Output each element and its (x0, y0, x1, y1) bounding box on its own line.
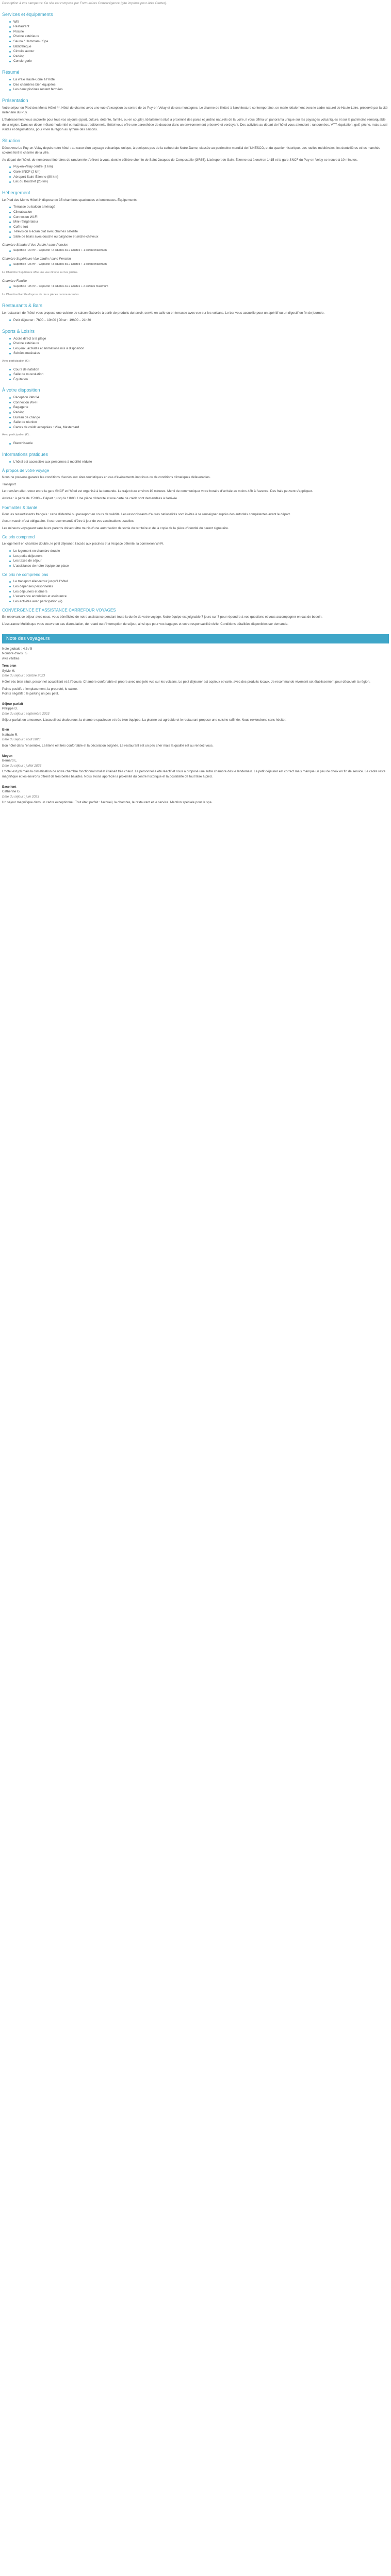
voyage-body (2, 475, 389, 501)
review-item (2, 727, 389, 748)
review-body: L'hôtel est joli mais la climatisation de notre chambre fonctionnait mal et il faisait très chaud. Le personnel a été réactif et nous a proposé une autre chambre dès le lendemain. Le petit déjeuner est correct mais manque un peu de choix en fin de service. Le cadre reste magnifique et les environs offrent de très belles balades. Nous avons apprécié la proximité du centre historique et la possibilité de tout faire à pied. (2, 770, 386, 778)
list-item: Parking (9, 54, 389, 59)
list-item: Les jeux, activités et animations mis à disposition (9, 346, 389, 351)
room-title: Chambre Supérieure Vue Jardin / sans Pension (2, 257, 71, 261)
room-note: La Chambre Famille dispose de deux pièces communicantes. (2, 293, 80, 296)
review-body: Un séjour magnifique dans un cadre exceptionnel. Tout était parfait : l'accueil, la chambre, le restaurant et le service. Mention spéciale pour le spa. (2, 801, 213, 805)
review-author[interactable]: Sylvie M. (2, 669, 15, 673)
avoir-paid-list (9, 441, 389, 446)
hotel-description-page (0, 1, 391, 814)
review-body: Séjour parfait en amoureux. L'accueil est chaleureux, la chambre spacieuse et très bien équipée. La piscine est agréable et le restaurant propose une cuisine raffinée. Nous reviendrons sans hésiter. (2, 718, 286, 722)
review-author[interactable]: Nathalie R. (2, 733, 19, 737)
list-item: Parking (9, 410, 389, 415)
paragraph: L'établissement vous accueille pour tous vos séjours (sport, culture, détente, famille, ou en couple). Idéalement situé à proximité des parcs et jardins naturels de la Loire, il vous offrira un panorama unique sur les paysages volcaniques et sur le patrimoine remarquable de la région. Dans un décor mêlant modernité et matériaux traditionnels, l'hôtel vous offre une parenthèse de douceur dans un environnement préservé et verdoyant. Des activités au départ de l'hôtel vous attendent : randonnées, VTT, équitation, golf, pêche, mais aussi visites et dégustations, pour vivre la région au rythme des saisons. (2, 117, 387, 132)
restaurants-heading: Restaurants & Bars (2, 303, 43, 309)
sports-heading: Sports & Loisirs (2, 328, 35, 334)
list-item: Bagagerie (9, 405, 389, 410)
reviews-summary (2, 647, 389, 662)
equipements-list (9, 205, 389, 239)
list-item: Les deux piscines restent fermées (9, 87, 389, 92)
list-item: Lac du Bouchet (25 km) (9, 179, 389, 184)
rooms-list (2, 243, 389, 298)
distances-list (9, 164, 389, 184)
review-date: Date du séjour : août 2023 (2, 738, 41, 742)
prix-non-list (9, 579, 389, 604)
list-item: Piscine (9, 29, 389, 35)
room-details: Superficie : 20 m² – Capacité : 2 adultes ou 2 adultes + 1 enfant maximum (9, 248, 389, 253)
situation-body (2, 146, 389, 163)
formalites-heading: Formalités & Santé (2, 505, 38, 510)
paragraph: Au départ de l'hôtel, de nombreux itinéraires de randonnée s'offrent à vous, dont le célèbre chemin de Saint-Jacques-de-Compostelle (GR65). L'aéroport de Saint-Étienne est à environ 1h15 et la gare SNCF du Puy-en-Velay se trouve à 10 minutes. (2, 158, 358, 162)
sports-note: Avec participation (€) : (2, 359, 30, 363)
list-item: Blanchisserie (9, 441, 389, 446)
review-cons: Points négatifs : le parking un peu petit. (2, 692, 59, 696)
list-item: Salle de musculation (9, 372, 389, 377)
list-item: L'hôtel est accessible aux personnes à mobilité réduite (9, 460, 389, 465)
review-item (2, 754, 389, 779)
avoir-heading: À votre disposition (2, 387, 40, 393)
prix-list (9, 549, 389, 568)
paragraph: Transport (2, 482, 16, 486)
reviews-header: Note des voyageurs (2, 634, 389, 643)
list-item: Salle de réunion (9, 420, 389, 425)
list-item: L'assistance de notre équipe sur place (9, 564, 389, 569)
prix-intro: Le logement en chambre double, le petit déjeuner, l'accès aux piscines et à l'espace détente, la connexion Wi-Fi. (2, 542, 164, 546)
info-list (9, 460, 389, 465)
list-item: Les petits déjeuners (9, 554, 389, 559)
list-item: Aéroport Saint-Étienne (80 km) (9, 175, 389, 180)
review-pros: Points positifs : l'emplacement, la propreté, le calme. (2, 687, 78, 691)
list-item: Climatisation (9, 210, 389, 215)
paragraph: Découvrez Le Puy-en-Velay depuis notre hôtel : au cœur d'un paysage volcanique unique, à quelques pas de la cathédrale Notre-Dame, classée au patrimoine mondial de l'UNESCO, et du quartier historique. Les ruelles médiévales, les dentellières et les marchés colorés font le charme de la ville. (2, 146, 380, 155)
list-item: Piscine extérieure (9, 341, 389, 346)
list-item: Salle de bains avec douche ou baignoire et sèche-cheveux (9, 234, 389, 240)
presentation-heading: Présentation (2, 97, 28, 103)
restaurants-hours-list (9, 318, 389, 323)
review-body: Hôtel très bien situé, personnel accueillant et à l'écoute. Chambre confortable et propre avec une jolie vue sur les volcans. Le petit déjeuner est copieux et varié, avec des produits locaux. Je recommande vivement cet établissement pour découvrir la région. (2, 680, 370, 684)
review-global-score: Note globale : 4.5 / 5 (2, 647, 32, 651)
list-item: Connexion Wi-Fi (9, 400, 389, 405)
list-item: Gare SNCF (2 km) (9, 170, 389, 175)
review-count: Nombre d'avis : 5 (2, 652, 27, 656)
hebergement-heading: Hébergement (2, 190, 30, 195)
prix-non-heading: Ce prix ne comprend pas (2, 572, 48, 578)
review-verified: Avis vérifiés (2, 656, 20, 660)
room-details-list (9, 284, 389, 290)
list-item: Restaurant (9, 24, 389, 29)
paragraph: L'assurance Multirisque vous couvre en cas d'annulation, de retard ou d'interruption de séjour, ainsi que pour vos bagages et votre responsabilité civile. Conditions détaillées disponibles sur demande. (2, 622, 288, 626)
room-note: La Chambre Supérieure offre une vue directe sur les jardins. (2, 270, 78, 274)
sports-list (9, 336, 389, 356)
list-item: Sauna / Hammam / Spa (9, 39, 389, 44)
prix-heading: Ce prix comprend (2, 535, 35, 540)
review-title: Très bien (2, 664, 17, 668)
review-author[interactable]: Catherine G. (2, 790, 21, 794)
list-item: Terrasse ou balcon aménagé (9, 205, 389, 210)
list-item: Bureau de change (9, 415, 389, 420)
intro-text: Description à vos campeurs: Ce site est composé par Formulaires Conversigence (gîte imprimé pour Arès Center). (2, 2, 167, 5)
review-title: Bien (2, 728, 9, 732)
review-item (2, 702, 389, 722)
review-date: Date du séjour : octobre 2023 (2, 674, 45, 678)
review-title: Séjour parfait (2, 702, 23, 706)
paragraph: Aucun vaccin n'est obligatoire. Il est recommandé d'être à jour de vos vaccinations usuelles. (2, 519, 135, 523)
list-item: Des chambres bien équipées (9, 82, 389, 88)
room-title: Chambre Standard Vue Jardin / sans Pension (2, 243, 68, 247)
list-item: Les déjeuners et dîners (9, 589, 389, 595)
review-title: Moyen (2, 754, 12, 758)
paragraph: Le transfert aller-retour entre la gare SNCF et l'hôtel est organisé à la demande. Le trajet dure environ 10 minutes. Merci de communiquer votre horaire d'arrivée au moins 48h à l'avance. Des frais peuvent s'appliquer. (2, 489, 313, 494)
services-list (9, 20, 389, 64)
room-details: Superficie : 25 m² – Capacité : 3 adultes ou 2 adultes + 1 enfant maximum (9, 262, 389, 267)
presentation-body (2, 106, 389, 132)
review-author[interactable]: Bernard L. (2, 759, 18, 763)
list-item: Puy-en-Velay centre (1 km) (9, 164, 389, 170)
list-item: Les taxes de séjour (9, 558, 389, 564)
list-item: Cours de natation (9, 367, 389, 372)
paragraph: En réservant ce séjour avec nous, vous bénéficiez de notre assistance pendant toute la durée de votre voyage. Notre équipe est joignable 7 jours sur 7 pour répondre à vos questions et vous accompagner en cas de besoin. (2, 615, 322, 619)
list-item: Le logement en chambre double (9, 549, 389, 554)
list-item: Circuits autour (9, 49, 389, 54)
room-details-list (9, 248, 389, 253)
review-date: Date du séjour : juin 2023 (2, 794, 39, 799)
list-item: Télévision à écran plat avec chaînes satellite (9, 229, 389, 234)
sports-paid-list (9, 367, 389, 382)
paragraph: Arrivée : à partir de 15h00 – Départ : jusqu'à 11h00. Une pièce d'identité et une carte de crédit sont demandées à l'arrivée. (2, 497, 178, 500)
list-item: Soirées musicales (9, 351, 389, 356)
restaurants-hours: Petit déjeuner : 7h00 – 10h00 | Dîner : 19h00 – 21h30 (9, 318, 389, 323)
list-item: Mini-réfrigérateur (9, 219, 389, 225)
list-item: La vraie Haute-Loire à l'Hôtel (9, 77, 389, 82)
room-title: Chambre Famille (2, 279, 27, 283)
paragraph: Votre séjour en Pied des Monts Hôtel 4*. Hôtel de charme avec une vue d'exception au centre de Le Puy-en-Velay et de ses montagnes. Le charme de l'hôtel, à l'architecture contemporaine, se marie idéalement avec le cadre naturel de Haute-Loire, préservé par la cité millénaire du Puy. (2, 106, 388, 115)
review-date: Date du séjour : septembre 2023 (2, 712, 50, 716)
list-item: Conciergerie (9, 59, 389, 64)
resume-heading: Résumé (2, 69, 20, 75)
reviews-list (2, 664, 389, 805)
review-item (2, 785, 389, 805)
list-item: Équitation (9, 377, 389, 382)
assistance-heading: CONVERGENCE ET ASSISTANCE CARREFOUR VOYAGES (2, 608, 116, 613)
avoir-list (9, 395, 389, 430)
paragraph: Nous ne pouvons garantir les conditions d'accès aux sites touristiques en cas d'événements imprévus ou de conditions climatiques défavorables. (2, 476, 211, 480)
restaurants-intro: Le restaurant de l'hôtel vous propose une cuisine de saison élaborée à partir de produits du terroir, servie en salle ou en terrasse avec vue sur les volcans. Le bar vous accueille pour un apéritif ou un digestif en fin de journée. (2, 311, 324, 315)
review-title: Excellent (2, 785, 17, 789)
assistance-body (2, 615, 389, 626)
review-item (2, 664, 389, 697)
hebergement-intro: Le Pied des Monts Hôtel 4* dispose de 35 chambres spacieuses et lumineuses. Équipements : (2, 198, 139, 202)
voyage-heading: À propos de votre voyage (2, 468, 50, 473)
room-details: Superficie : 35 m² – Capacité : 4 adultes ou 2 adultes + 2 enfants maximum (9, 284, 389, 290)
list-item: Cartes de crédit acceptées : Visa, Mastercard (9, 425, 389, 430)
list-item: Coffre-fort (9, 225, 389, 230)
situation-heading: Situation (2, 138, 21, 143)
list-item: Les dépenses personnelles (9, 584, 389, 589)
list-item: Connexion Wi-Fi (9, 215, 389, 220)
list-item: Wifi (9, 20, 389, 25)
avoir-note: Avec participation (€) : (2, 433, 30, 437)
room-details-list (9, 262, 389, 267)
info-heading: Informations pratiques (2, 451, 48, 457)
resume-list (9, 77, 389, 92)
list-item: Piscine extérieure (9, 34, 389, 39)
services-heading: Services et équipements (2, 11, 53, 17)
formalites-body (2, 512, 389, 531)
paragraph: Les mineurs voyageant sans leurs parents doivent être munis d'une autorisation de sortie du territoire et de la copie de la pièce d'identité du parent signataire. (2, 526, 229, 530)
list-item: Bibliothèque (9, 44, 389, 49)
review-date: Date du séjour : juillet 2023 (2, 764, 42, 768)
paragraph: Pour les ressortissants français : carte d'identité ou passeport en cours de validité. Les ressortissants d'autres nationalités sont invités à se renseigner auprès des autorités compétentes avant le départ. (2, 512, 291, 516)
list-item: L'assurance annulation et assistance (9, 594, 389, 599)
review-author[interactable]: Philippe D. (2, 707, 18, 711)
list-item: Accès direct à la plage (9, 336, 389, 342)
list-item: Les activités avec participation (€) (9, 599, 389, 604)
list-item: Le transport aller-retour jusqu'à l'hôtel (9, 579, 389, 584)
review-body: Bon hôtel dans l'ensemble. La literie est très confortable et la décoration soignée. Le restaurant est un peu cher mais la qualité est au rendez-vous. (2, 744, 214, 748)
list-item: Réception 24h/24 (9, 395, 389, 400)
